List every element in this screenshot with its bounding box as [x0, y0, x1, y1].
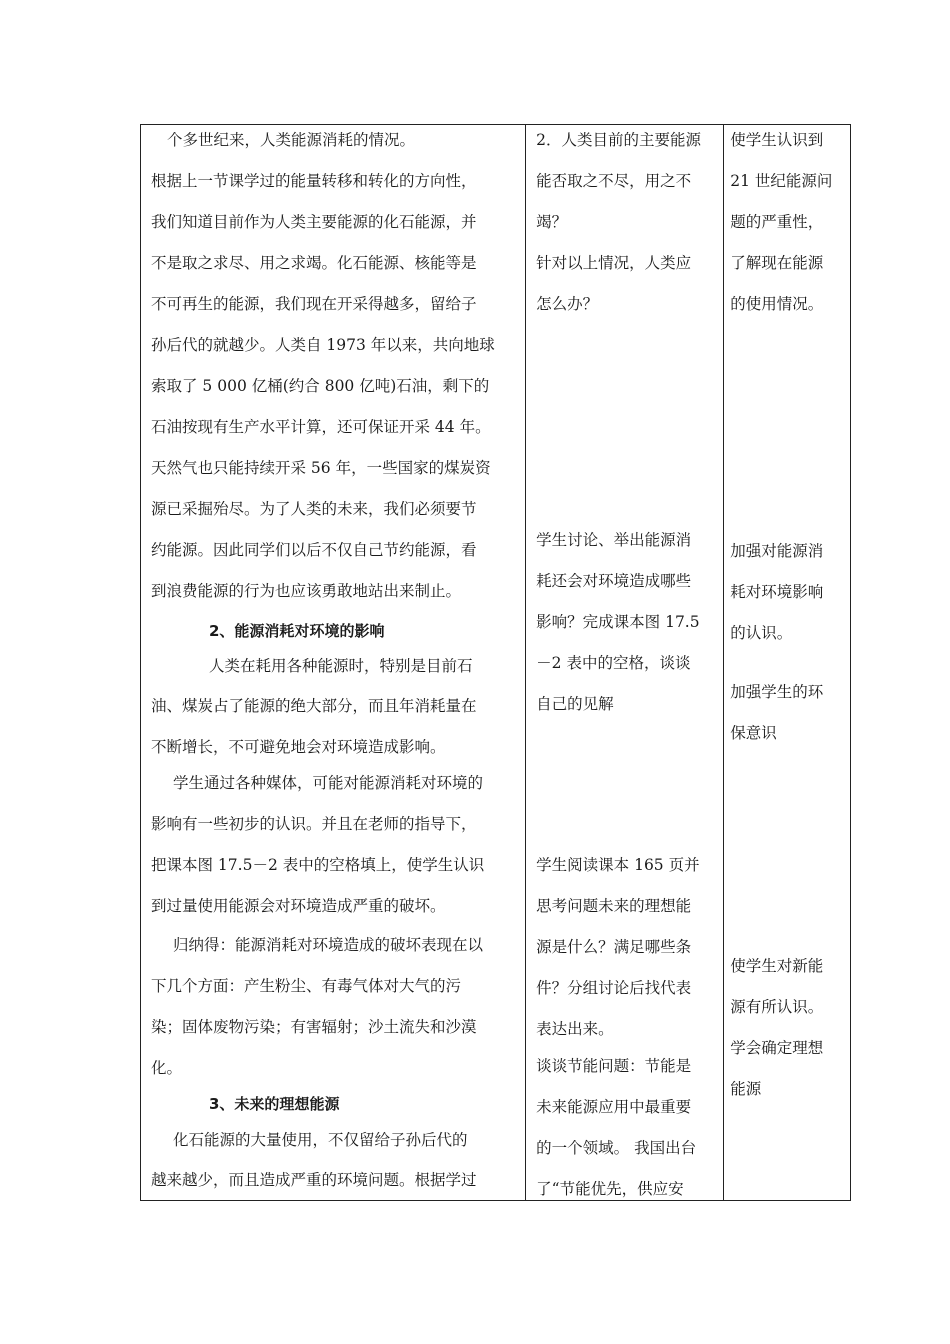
- text-line: 了解现在能源: [730, 254, 824, 272]
- text-line: 油、煤炭占了能源的绝大部分，而且年消耗量在: [151, 697, 477, 715]
- text-line: 石油按现有生产水平计算，还可保证开采 44 年。: [151, 418, 491, 436]
- text-line: 化。: [151, 1059, 183, 1077]
- student-activity-cell: [526, 125, 724, 1201]
- section-heading: 2、能源消耗对环境的影响: [209, 622, 385, 640]
- text-line: 怎么办？: [536, 295, 599, 313]
- text-line: 把课本图 17.5－2 表中的空格填上，使学生认识: [151, 856, 485, 874]
- text-line: 使学生认识到: [730, 131, 824, 149]
- text-line: 谈谈节能问题：节能是: [536, 1057, 692, 1075]
- text-line: 保意识: [730, 724, 777, 742]
- text-line: 表达出来。: [536, 1020, 614, 1038]
- text-line: 天然气也只能持续开采 56 年，一些国家的煤炭资: [151, 459, 491, 477]
- text-line: 的使用情况。: [730, 295, 824, 313]
- text-line: 到浪费能源的行为也应该勇敢地站出来制止。: [151, 582, 462, 600]
- text-line: 件？分组讨论后找代表: [536, 979, 692, 997]
- text-line: 越来越少，而且造成严重的环境问题。根据学过: [151, 1171, 477, 1189]
- text-line: 染；固体废物污染；有害辐射；沙土流失和沙漠: [151, 1018, 477, 1036]
- text-line: 竭？: [536, 213, 568, 231]
- text-line: 源有所认识。: [730, 998, 824, 1016]
- text-line: 学生阅读课本 165 页并: [536, 856, 700, 874]
- text-line: 能否取之不尽，用之不: [536, 172, 692, 190]
- text-line: 索取了 5 000 亿桶(约合 800 亿吨)石油，剩下的: [151, 377, 490, 395]
- section-heading: 3、未来的理想能源: [209, 1095, 340, 1113]
- text-line: 能源: [730, 1080, 762, 1098]
- text-line: 人类在耗用各种能源时，特别是目前石: [209, 657, 473, 675]
- text-line: 学会确定理想: [730, 1039, 824, 1057]
- text-line: 影响？完成课本图 17.5: [536, 613, 700, 631]
- text-line: 个多世纪来，人类能源消耗的情况。: [167, 131, 416, 149]
- text-line: 不断增长，不可避免地会对环境造成影响。: [151, 738, 446, 756]
- text-line: 加强学生的环: [730, 683, 824, 701]
- text-line: 针对以上情况，人类应: [536, 254, 692, 272]
- text-line: 学生讨论、举出能源消: [536, 531, 692, 549]
- text-line: 题的严重性，: [730, 213, 824, 231]
- text-line: 的一个领域。 我国出台: [536, 1139, 697, 1157]
- text-line: 了“节能优先，供应安: [536, 1180, 684, 1198]
- design-intent-cell: [724, 125, 851, 1201]
- text-line: 不是取之求尽、用之求竭。化石能源、核能等是: [151, 254, 477, 272]
- text-line: 思考问题未来的理想能: [536, 897, 692, 915]
- text-line: 耗对环境影响: [730, 583, 824, 601]
- text-line: －2 表中的空格，谈谈: [536, 654, 691, 672]
- text-line: 21 世纪能源问: [730, 172, 833, 190]
- text-line: 加强对能源消: [730, 542, 824, 560]
- text-line: 到过量使用能源会对环境造成严重的破坏。: [151, 897, 446, 915]
- text-line: 未来能源应用中最重要: [536, 1098, 692, 1116]
- text-line: 化石能源的大量使用，不仅留给子孙后代的: [173, 1131, 468, 1149]
- text-line: 影响有一些初步的认识。并且在老师的指导下，: [151, 815, 477, 833]
- text-line: 下几个方面：产生粉尘、有毒气体对大气的污: [151, 977, 462, 995]
- text-line: 耗还会对环境造成哪些: [536, 572, 692, 590]
- text-line: 学生通过各种媒体，可能对能源消耗对环境的: [173, 774, 484, 792]
- text-line: 2．人类目前的主要能源: [536, 131, 702, 149]
- lesson-plan-table: [140, 124, 851, 1201]
- text-line: 不可再生的能源，我们现在开采得越多，留给子: [151, 295, 477, 313]
- text-line: 的认识。: [730, 624, 793, 642]
- text-line: 自己的见解: [536, 695, 614, 713]
- text-line: 使学生对新能: [730, 957, 824, 975]
- text-line: 归纳得：能源消耗对环境造成的破坏表现在以: [173, 936, 484, 954]
- text-line: 根据上一节课学过的能量转移和转化的方向性，: [151, 172, 477, 190]
- text-line: 约能源。因此同学们以后不仅自己节约能源，看: [151, 541, 477, 559]
- text-line: 孙后代的就越少。人类自 1973 年以来，共向地球: [151, 336, 495, 354]
- text-line: 我们知道目前作为人类主要能源的化石能源，并: [151, 213, 477, 231]
- text-line: 源已采掘殆尽。为了人类的未来，我们必须要节: [151, 500, 477, 518]
- teaching-content-cell: [141, 125, 526, 1201]
- table-row: [141, 125, 851, 1201]
- text-line: 源是什么？满足哪些条: [536, 938, 692, 956]
